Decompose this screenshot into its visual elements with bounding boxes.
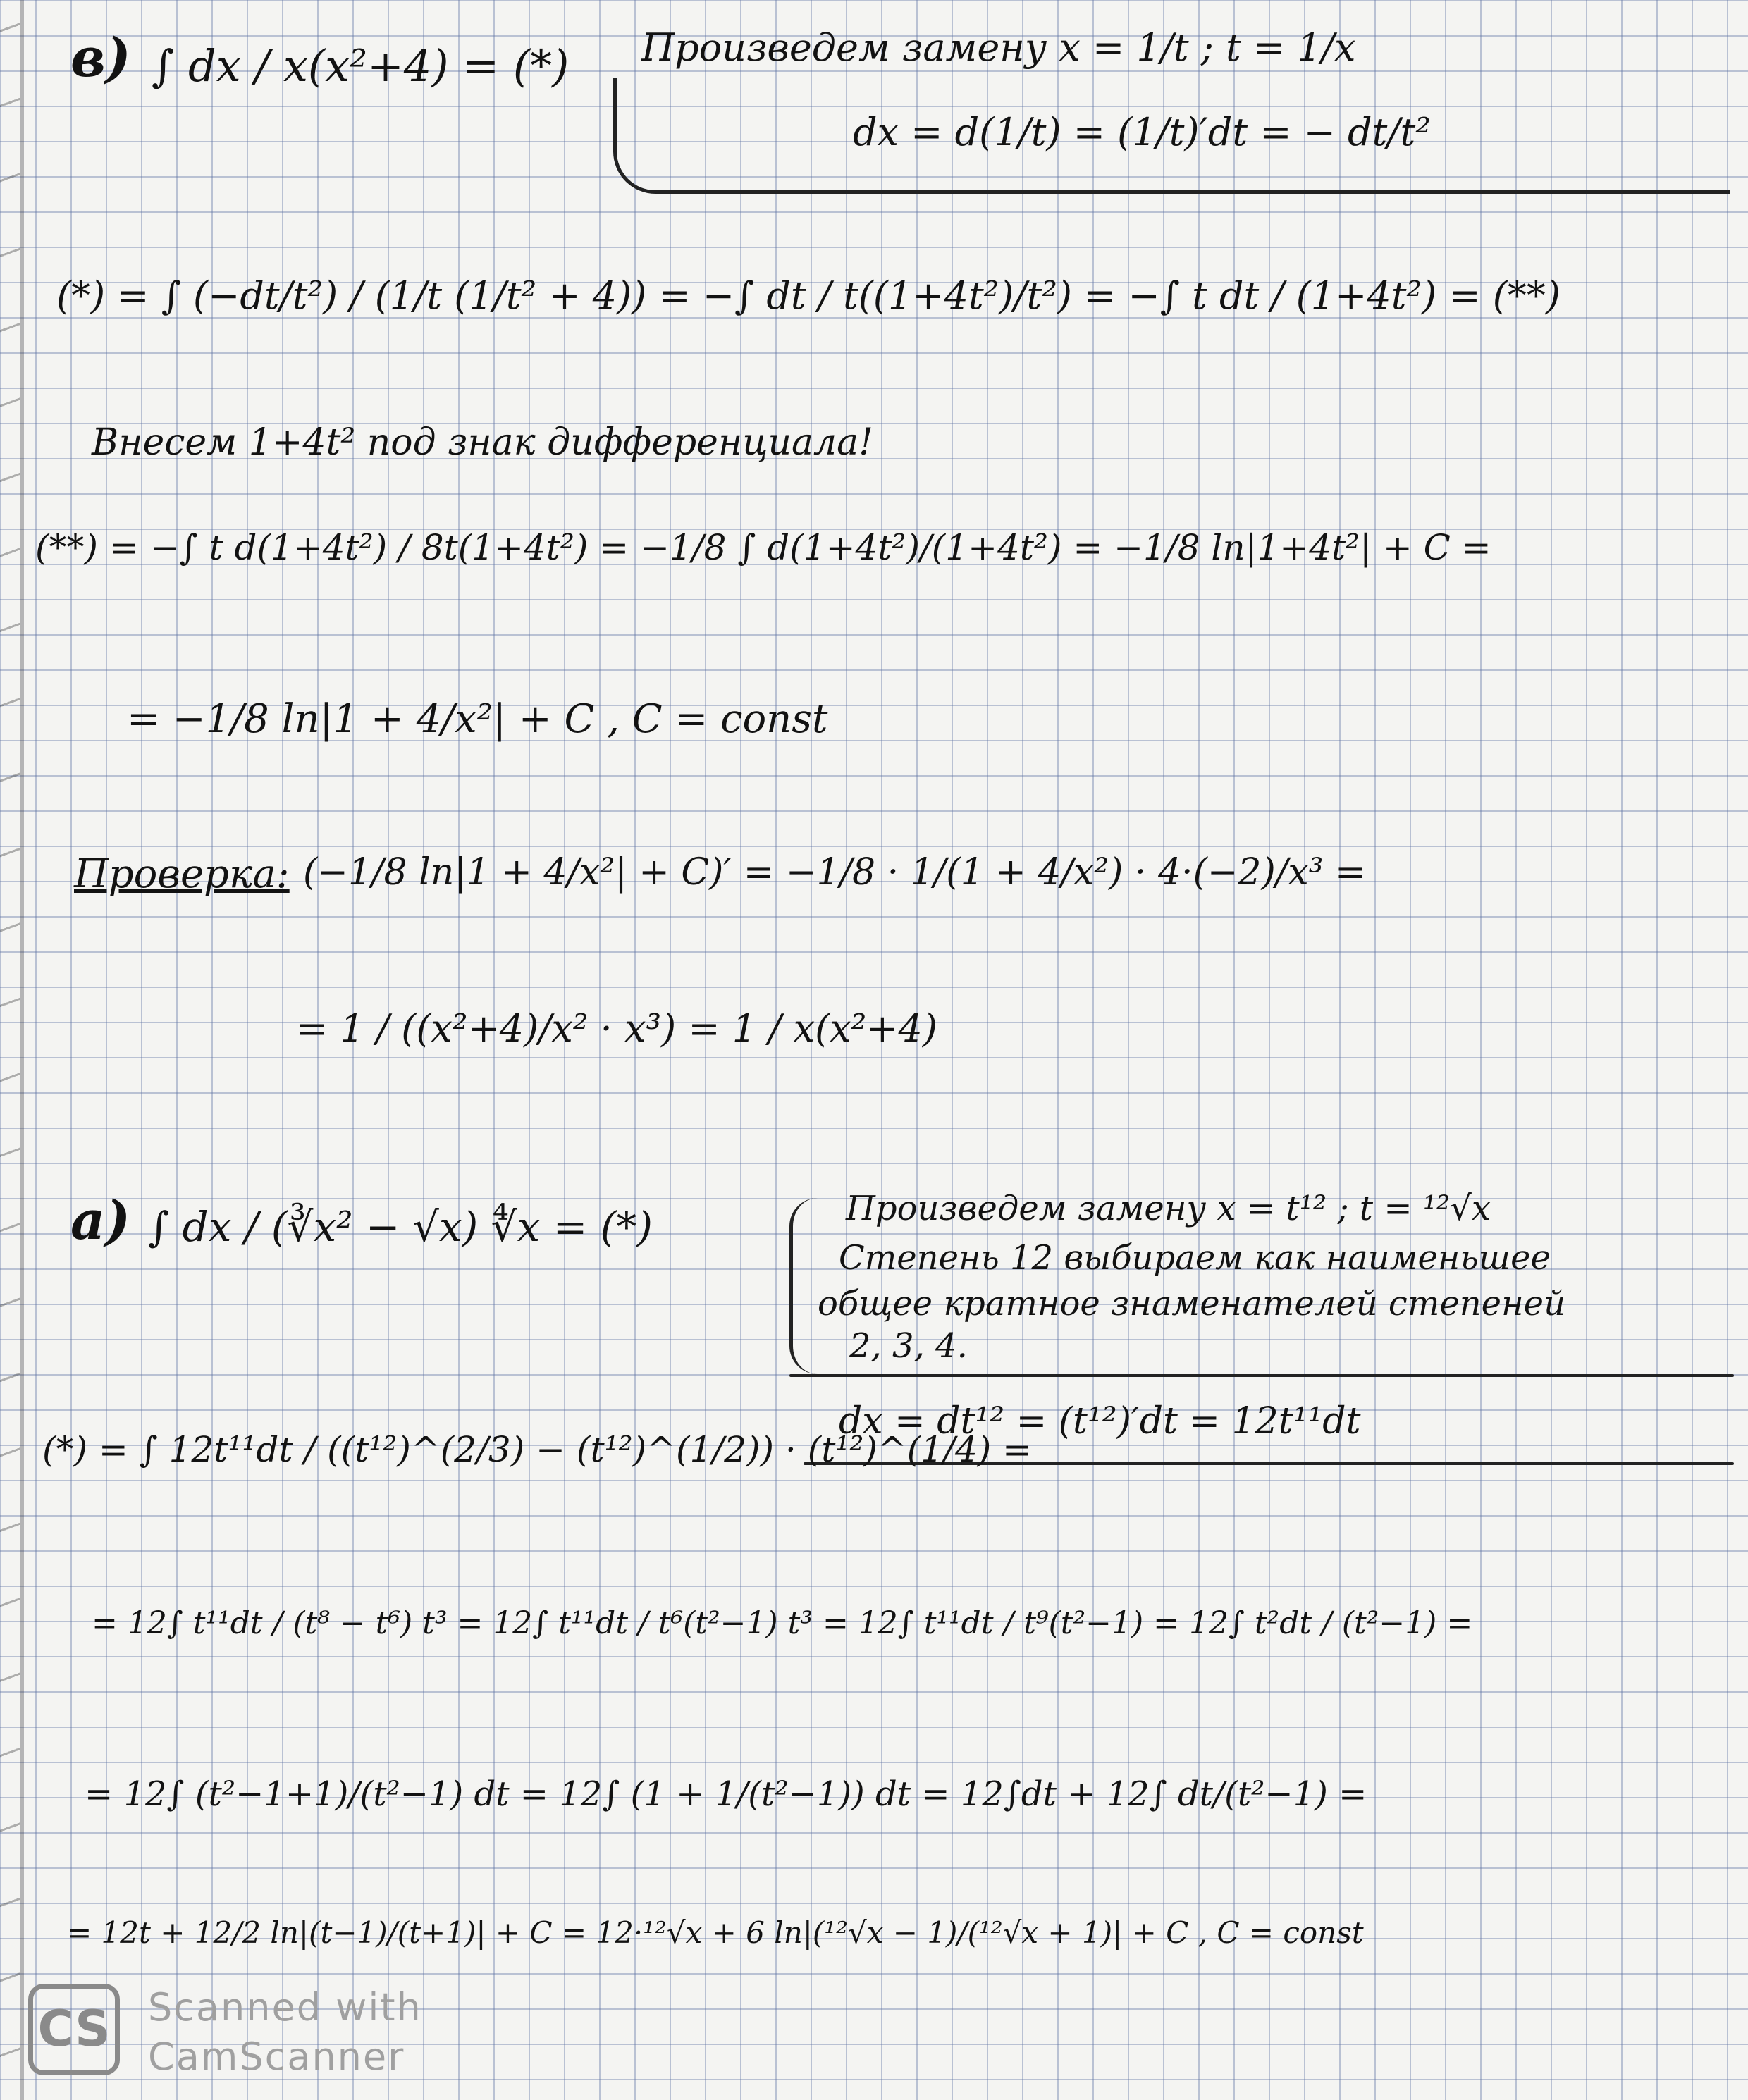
part-b-comment: Внесем 1+4t² под знак дифференциала! bbox=[92, 421, 873, 464]
part-b-integral: ∫ dx / x(x²+4) = (*) bbox=[152, 40, 570, 92]
part-a-step4: = 12t + 12/2 ln|(t−1)/(t+1)| + C = 12·¹²√x + 6 ln|(¹²√x − 1)/(¹²√x + 1)| + C , C = const bbox=[67, 1915, 1364, 1950]
part-a-note-line3: общее кратное знаменателей степеней bbox=[818, 1284, 1565, 1323]
camscanner-logo: CS bbox=[28, 1984, 120, 2075]
margin-line bbox=[20, 0, 24, 2100]
part-b-check-label: Проверка: bbox=[74, 851, 290, 897]
watermark-line2: CamScanner bbox=[148, 2034, 405, 2079]
part-b-step3: = −1/8 ln|1 + 4/x²| + C , C = const bbox=[127, 696, 828, 742]
part-a-note-divider bbox=[789, 1374, 1734, 1377]
part-a-step1: (*) = ∫ 12t¹¹dt / ((t¹²)^(2/3) − (t¹²)^(1/2)) · (t¹²)^(1/4) = bbox=[42, 1429, 1033, 1470]
part-a-integral: ∫ dx / (∛x² − √x) ∜x = (*) bbox=[148, 1203, 653, 1251]
part-b-label: в) bbox=[70, 26, 131, 89]
part-a-note-line2: Степень 12 выбираем как наименьшее bbox=[839, 1238, 1551, 1278]
part-a-note-line4: 2, 3, 4. bbox=[849, 1326, 968, 1366]
part-a-note-line5: dx = dt¹² = (t¹²)′dt = 12t¹¹dt bbox=[839, 1400, 1361, 1443]
watermark-line1: Scanned with bbox=[148, 1985, 422, 2030]
part-a-step2: = 12∫ t¹¹dt / (t⁸ − t⁶) t³ = 12∫ t¹¹dt / t⁶(t²−1) t³ = 12∫ t¹¹dt / t⁹(t²−1) = 12∫ t²dt / (t²−1) = bbox=[92, 1605, 1473, 1641]
camscanner-watermark bbox=[28, 1984, 479, 2082]
part-b-check-step1: (−1/8 ln|1 + 4/x²| + C)′ = −1/8 · 1/(1 + 4/x²) · 4·(−2)/x³ = bbox=[303, 851, 1366, 894]
part-b-note-line2: dx = d(1/t) = (1/t)′dt = − dt/t² bbox=[853, 110, 1431, 154]
part-b-step2: (**) = −∫ t d(1+4t²) / 8t(1+4t²) = −1/8 ∫ d(1+4t²)/(1+4t²) = −1/8 ln|1+4t²| + C = bbox=[35, 527, 1491, 568]
part-b-note-line1: Произведем замену x = 1/t ; t = 1/x bbox=[641, 25, 1356, 70]
part-a-step3: = 12∫ (t²−1+1)/(t²−1) dt = 12∫ (1 + 1/(t²−1)) dt = 12∫dt + 12∫ dt/(t²−1) = bbox=[85, 1774, 1367, 1814]
part-b-step1: (*) = ∫ (−dt/t²) / (1/t (1/t² + 4)) = −∫ dt / t((1+4t²)/t²) = −∫ t dt / (1+4t²) = (**) bbox=[56, 273, 1561, 318]
part-a-label: а) bbox=[70, 1189, 131, 1252]
part-b-note-brace bbox=[613, 78, 1730, 194]
binding-edge bbox=[0, 0, 20, 2100]
part-b-check-step2: = 1 / ((x²+4)/x² · x³) = 1 / x(x²+4) bbox=[296, 1006, 937, 1051]
part-a-note-brace bbox=[789, 1198, 821, 1374]
part-a-note-line1: Произведем замену x = t¹² ; t = ¹²√x bbox=[846, 1189, 1491, 1228]
